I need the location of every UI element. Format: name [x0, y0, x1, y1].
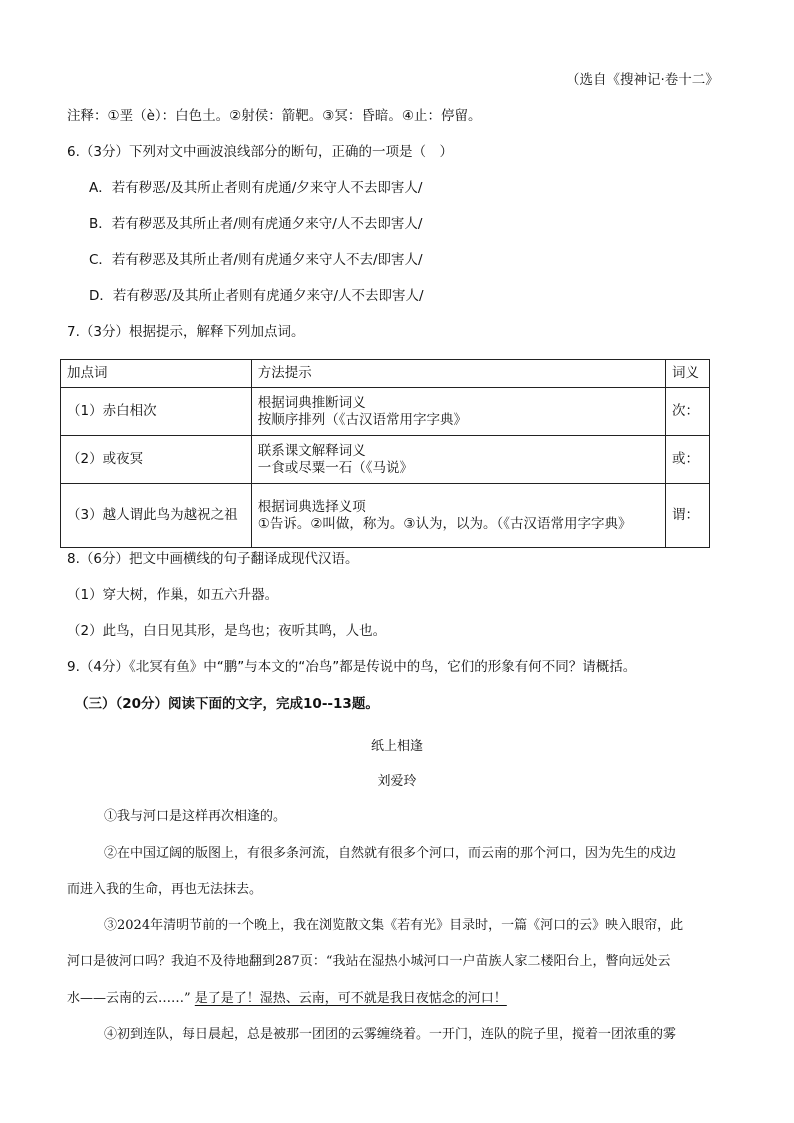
paragraph-3-line-1: ③2024年清明节前的一个晚上，我在浏览散文集《若有光》目录时，一篇《河口的云》映入眼帘，此: [104, 918, 684, 933]
q6-stem: 6.（3分）下列对文中画波浪线部分的断句，正确的一项是（ ）: [67, 144, 453, 160]
q9-stem: 9.（4分）《北冥有鱼》中“鹏”与本文的“冶鸟”都是传说中的鸟，它们的形象有何不同？请概括。: [67, 659, 637, 675]
q8-item-2: （2）此鸟，白日见其形，是鸟也；夜听其鸣，人也。: [67, 623, 387, 639]
hint-line: 按顺序排列（《古汉语常用字字典》: [257, 411, 467, 428]
header-meaning: 词义: [666, 360, 710, 388]
row-meaning: 或：: [666, 436, 710, 484]
row-hint: [251, 436, 665, 484]
article-title: 纸上相逢: [370, 739, 423, 754]
row-meaning: 次：: [666, 388, 710, 436]
source-citation: （选自《搜神记·卷十二》: [566, 72, 719, 88]
hint-line: ①告诉。②叫做，称为。③认为，以为。（《古汉语常用字字典》: [257, 515, 632, 532]
table-row: [61, 484, 710, 548]
row-word: （1）赤白相次: [61, 388, 252, 436]
q6-option-d: D．若有秽恶/及其所止者则有虎通夕来守/人不去即害人/: [89, 288, 424, 304]
row-hint: [251, 388, 665, 436]
quote-end: 水——云南的云……”: [67, 991, 191, 1006]
hint-line: 联系课文解释词义: [257, 442, 366, 459]
article-author: 刘爱玲: [377, 774, 417, 789]
q8-stem: 8.（6分）把文中画横线的句子翻译成现代汉语。: [67, 551, 359, 567]
hint-line: 根据词典选择义项: [257, 498, 366, 515]
hint-line: 根据词典推断词义: [257, 394, 366, 411]
row-meaning: 谓：: [666, 484, 710, 548]
paragraph-3-line-3: [67, 990, 507, 1008]
q7-table: [60, 359, 710, 548]
q6-option-c: C．若有秽恶及其所止者/则有虎通夕来守人不去/即害人/: [89, 252, 423, 268]
section3-title: （三）（20分）阅读下面的文字，完成10--13题。: [75, 696, 379, 712]
hint-line: 一食或尽粟一石（《马说》: [257, 459, 413, 476]
table-row: [61, 388, 710, 436]
header-hint: 方法提示: [251, 360, 665, 388]
paragraph-2-line-2: 而进入我的生命，再也无法抹去。: [67, 882, 263, 897]
underlined-sentence: 是了是了！湿热、云南，可不就是我日夜惦念的河口！: [194, 991, 507, 1006]
row-word: （3）越人谓此鸟为越祝之祖: [61, 484, 252, 548]
table-header-row: [61, 360, 710, 388]
paragraph-2-line-1: ②在中国辽阔的版图上，有很多条河流，自然就有很多个河口，而云南的那个河口，因为先生的戍边: [104, 846, 677, 861]
q6-option-a: A．若有秽恶/及其所止者则有虎通/夕来守人不去即害人/: [89, 180, 423, 196]
paragraph-3-line-2: 河口是彼河口吗？我迫不及待地翻到287页：“我站在湿热小城河口一户苗族人家二楼阳台上，瞥向远处云: [67, 954, 671, 969]
paragraph-1: ①我与河口是这样再次相逢的。: [104, 809, 287, 824]
row-word: （2）或夜冥: [61, 436, 252, 484]
header-word: 加点词: [61, 360, 252, 388]
notes: 注释：①垩（è）：白色土。②射侯：箭靶。③冥：昏暗。④止：停留。: [67, 108, 482, 124]
q6-option-b: B．若有秽恶及其所止者/则有虎通夕来守/人不去即害人/: [89, 216, 423, 232]
paragraph-4-line-1: ④初到连队，每日晨起，总是被那一团团的云雾缠绕着。一开门，连队的院子里，搅着一团浓重的雾: [104, 1027, 677, 1042]
q7-stem: 7.（3分）根据提示，解释下列加点词。: [67, 324, 305, 340]
q8-item-1: （1）穿大树，作巢，如五六升器。: [67, 587, 279, 603]
row-hint: [251, 484, 665, 548]
table-row: [61, 436, 710, 484]
